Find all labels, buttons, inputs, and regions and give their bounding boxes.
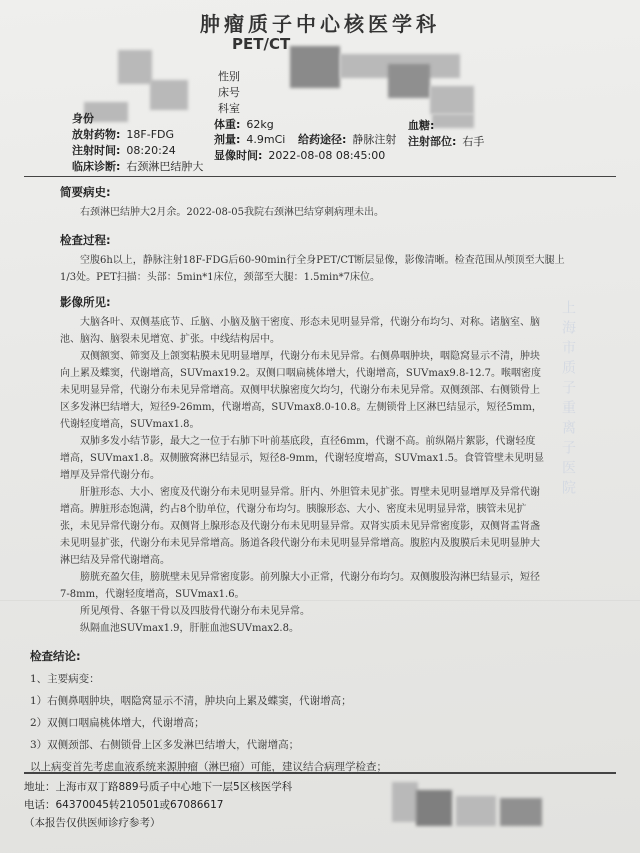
inject-time-label: 注射时间: (72, 144, 121, 157)
site-label: 注射部位: (408, 135, 457, 148)
footer-address: 地址：上海市双丁路889号质子中心地下一层5区核医学科 (24, 781, 293, 793)
dose-row (214, 131, 285, 147)
drug-value: 18F-FDG (126, 128, 175, 141)
display-time-value: 2022-08-08 08:45:00 (268, 149, 386, 162)
route-row (298, 131, 396, 147)
footer-divider (24, 772, 616, 774)
name-label: 身份 (72, 112, 94, 125)
redaction-block (290, 46, 340, 88)
route-label: 给药途径: (298, 133, 347, 146)
conclusion-section (30, 648, 570, 778)
conclusion-line: 1、主要病变： (30, 673, 100, 685)
redaction-block (150, 80, 188, 110)
dept-label: 科室 (218, 102, 240, 115)
conclusion-line: 以上病变首先考虑血液系统来源肿瘤（淋巴瘤）可能，建议结合病理学检查； (30, 761, 387, 773)
exam-title: 检查过程: (60, 233, 111, 247)
redaction-block (500, 798, 542, 826)
conclusion-line: 1）右侧鼻咽肿块，咽隐窝显示不清，肿块向上累及蝶窦，代谢增高； (30, 695, 352, 707)
inject-time-row (72, 142, 176, 158)
diagnosis-label: 临床诊断: (72, 160, 121, 173)
findings-paragraph-4: 肝脏形态、大小、密度及代谢分布未见明显异常。肝内、外胆管未见扩张。胃壁未见明显增厚及异常代谢增高。脾脏形态饱满，约占8个肋单位，代谢分布均匀。胰腺形态、大小、密度未见明显异常，胰管未见扩张，未见异常代谢分布。双侧肾上腺形态及代谢分布未见明显异常。双肾实质未见异常密度影，双侧肾盂肾盏未见明显扩张，代谢分布未见异常增高。肠道各段代谢分布未见明显异常增高。腹腔内及腹膜后未见明显肿大淋巴结及异常代谢增高。 (60, 487, 540, 566)
route-value: 静脉注射 (352, 133, 397, 146)
hospital-watermark: 上海市质子重离子医院 (560, 300, 576, 500)
footer (24, 778, 292, 832)
redaction-block (456, 796, 496, 826)
conclusion-title: 检查结论: (30, 649, 81, 663)
findings-paragraph-5: 膀胱充盈欠佳，膀胱壁未见异常密度影。前列腺大小正常，代谢分布均匀。双侧腹股沟淋巴结显示，短径7-8mm，代谢轻度增高，SUVmax1.6。 (60, 572, 540, 600)
history-title: 简要病史: (60, 185, 111, 199)
dose-label: 剂量: (214, 133, 241, 146)
site-value: 右手 (462, 135, 485, 148)
redaction-block (416, 790, 452, 826)
conclusion-line: 3）双侧颈部、右侧锁骨上区多发淋巴结增大，代谢增高； (30, 739, 300, 751)
redaction-block (392, 782, 418, 822)
inject-time-value: 08:20:24 (126, 144, 176, 157)
findings-paragraph-2: 双侧额窦、筛窦及上颌窦粘膜未见明显增厚，代谢分布未见异常。右侧鼻咽肿块，咽隐窝显示不清，肿块向上累及蝶窦，代谢增高，SUVmax19.2。双侧口咽扁桃体增大，代谢增高，SUVmax9.8-12.7。喉咽密度未见明显异常，代谢分布未见异常增高。双侧甲状腺密度欠均匀，代谢分布未见异常。双侧颈部、右侧锁骨上区多发淋巴结增大，短径9-26mm，代谢增高，SUVmax8.0-10.8。左侧锁骨上区淋巴结显示，短径5mm，代谢轻度增高，SUVmax1.8。 (60, 351, 542, 430)
redaction-block (388, 64, 430, 98)
display-time-label: 显像时间: (214, 149, 263, 162)
weight-label: 体重: (214, 118, 241, 131)
report-title: 肿瘤质子中心核医学科 (200, 12, 440, 36)
exam-section (60, 232, 575, 286)
weight-value: 62kg (246, 118, 274, 131)
diagnosis-row (72, 158, 203, 174)
findings-paragraph-7: 纵隔血池SUVmax1.9，肝脏血池SUVmax2.8。 (80, 623, 299, 634)
redaction-block (118, 50, 152, 84)
display-time-row (214, 147, 385, 163)
findings-paragraph-6: 所见颅骨、各躯干骨以及四肢骨代谢分布未见异常。 (80, 606, 310, 617)
footer-note: （本报告仅供医师诊疗参考） (24, 817, 161, 829)
history-section (60, 184, 570, 221)
glucose-label: 血糖: (408, 119, 435, 132)
findings-paragraph-3: 双肺多发小结节影，最大之一位于右肺下叶前基底段，直径6mm，代谢不高。前纵隔片絮影，代谢轻度增高，SUVmax1.8。双侧腋窝淋巴结显示，短径8-9mm，代谢轻度增高，SUVmax1.5。食管管壁未见明显增厚及异常代谢分布。 (60, 436, 545, 481)
findings-paragraph-1: 大脑各叶、双侧基底节、丘脑、小脑及脑干密度、形态未见明显异常，代谢分布均匀、对称。诸脑室、脑池、脑沟、脑裂未见增宽、扩张。中线结构居中。 (60, 317, 540, 345)
bed-label: 床号 (218, 86, 240, 99)
findings-section (60, 294, 545, 637)
report-subtitle: PET/CT (232, 35, 291, 53)
drug-row (72, 126, 174, 142)
drug-label: 放射药物: (72, 128, 121, 141)
site-row (408, 133, 484, 149)
dose-value: 4.9mCi (246, 133, 286, 146)
findings-title: 影像所见: (60, 295, 111, 309)
header-divider (24, 176, 616, 177)
redaction-block (430, 86, 474, 114)
history-text: 右颈淋巴结肿大2月余。2022-08-05我院右颈淋巴结穿刺病理未出。 (80, 207, 385, 218)
gender-label: 性别 (218, 70, 240, 83)
diagnosis-value: 右颈淋巴结肿大 (126, 160, 204, 173)
footer-phone: 电话：64370045转210501或67086617 (24, 799, 224, 811)
glucose-row (408, 117, 440, 133)
weight-row (214, 116, 274, 132)
conclusion-line: 2）双侧口咽扁桃体增大，代谢增高； (30, 717, 205, 729)
exam-text: 空腹6h以上，静脉注射18F-FDG后60-90min行全身PET/CT断层显像，影像清晰。检查范围从颅顶至大腿上1/3处。PET扫描：头部：5min*1床位，颈部至大腿：1.5min*7床位。 (60, 255, 565, 283)
